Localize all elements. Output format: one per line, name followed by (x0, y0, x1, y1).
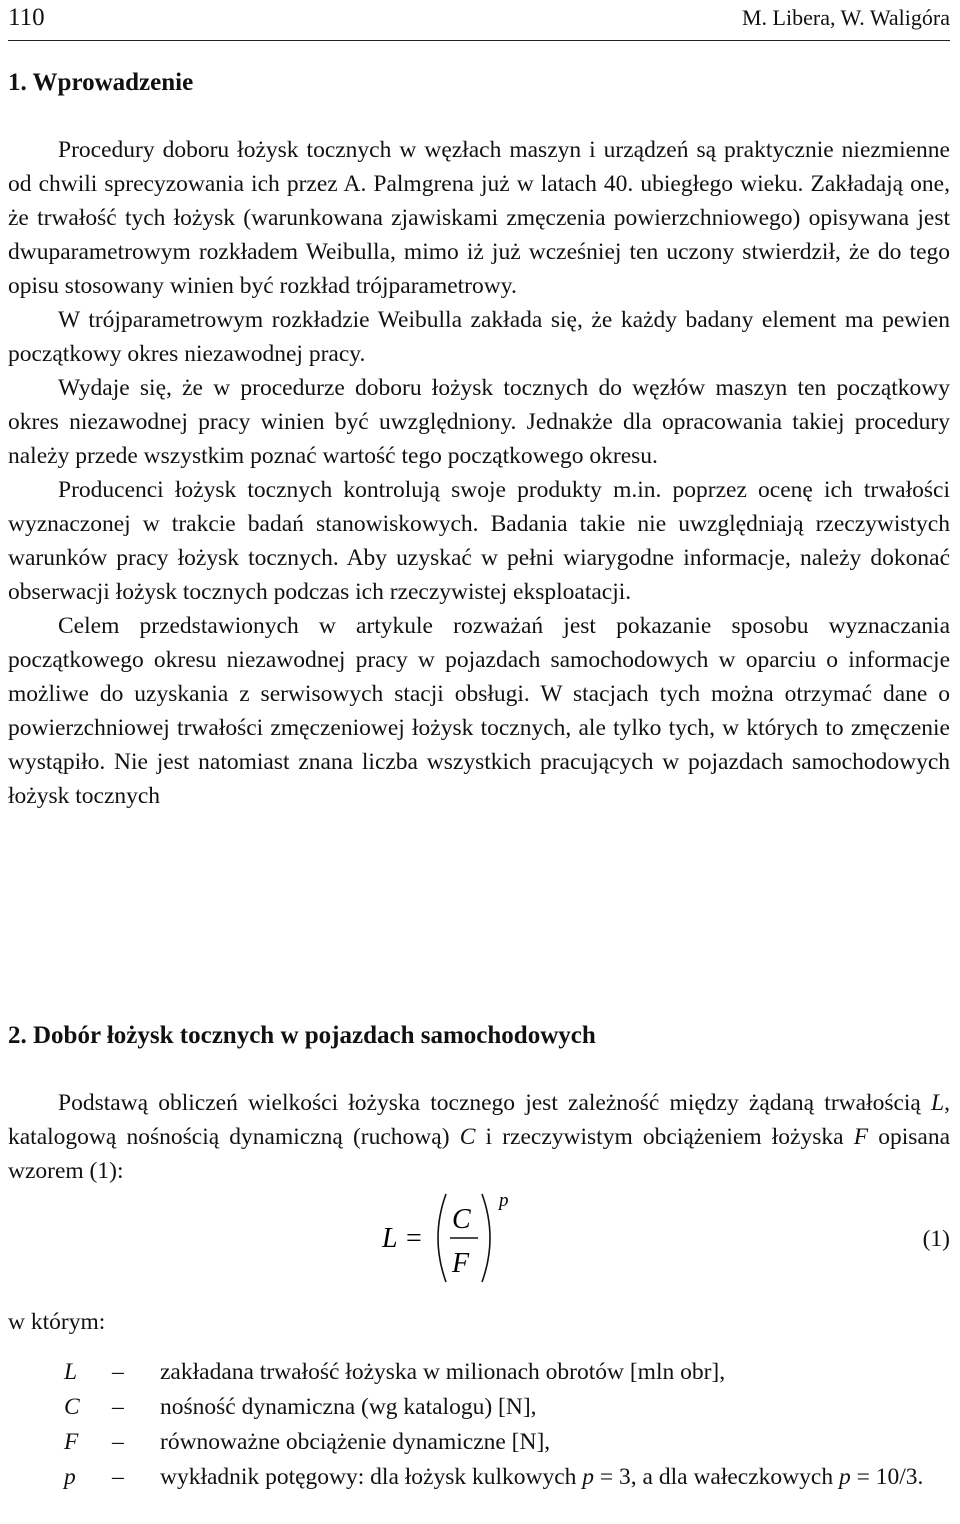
where-label: w którym: (8, 1309, 106, 1335)
definition-text: równoważne obciążenie dynamiczne [N], (160, 1429, 551, 1455)
paragraph-4: Producenci łożysk tocznych kontrolują swoje produkty m.in. poprzez ocenę ich trwałości wyznaczonej w trakcie badań stanowiskowych. Badania takie nie uwzględniają rzeczywistych warunków pracy łożysk tocznych. Aby uzyskać w pełni wiarygodne informacje, należy dokonać obserwacji łożysk tocznych podczas ich rzeczywistej eksploatacji. (8, 477, 950, 605)
formula-exponent: p (499, 1190, 509, 1211)
formula-1 (380, 1188, 540, 1288)
formula-numerator: C (452, 1204, 471, 1235)
definition-row (8, 1460, 950, 1494)
formula-denominator: F (452, 1248, 470, 1279)
formula-equals: = (406, 1223, 422, 1254)
definition-symbol: C (64, 1394, 80, 1420)
definition-symbol: p (64, 1464, 76, 1490)
definition-text: nośność dynamiczna (wg katalogu) [N], (160, 1394, 537, 1420)
running-header (8, 2, 950, 34)
formula-svg (380, 1188, 540, 1288)
page-number: 110 (8, 4, 45, 31)
definition-row (8, 1355, 950, 1389)
definition-dash: – (112, 1429, 124, 1455)
definition-row (8, 1390, 950, 1424)
definition-text: wykładnik potęgowy: dla łożysk kulkowych p = 3, a dla wałeczkowych p = 10/3. (160, 1464, 924, 1490)
symbol-C: C (459, 1124, 476, 1150)
left-paren (438, 1194, 446, 1282)
definition-row (8, 1425, 950, 1459)
symbol-L: L (931, 1090, 945, 1116)
definition-dash: – (112, 1394, 124, 1420)
header-rule (8, 40, 950, 41)
paragraph-2: W trójparametrowym rozkładzie Weibulla zakłada się, że każdy badany element ma pewien początkowy okres niezawodnej pracy. (8, 307, 950, 367)
definition-dash: – (112, 1464, 124, 1490)
symbol-F: F (853, 1124, 869, 1150)
definition-text: zakładana trwałość łożyska w milionach obrotów [mln obr], (160, 1359, 726, 1385)
definition-dash: – (112, 1359, 124, 1385)
paragraph-1: Procedury doboru łożysk tocznych w węzłach maszyn i urządzeń są praktycznie niezmienne od chwili sprecyzowania ich przez A. Palmgrena już w latach 40. ubiegłego wieku. Zakładają one, że trwałość tych łożysk (warunkowana zjawiskami zmęczenia powierzchniowego) opisywana jest dwuparametrowym rozkładem Weibulla, mimo iż już wcześniej ten uczony stwierdził, że do tego opisu stosowany winien być rozkład trójparametrowy. (8, 137, 950, 299)
paragraph-5: Celem przedstawionych w artykule rozważań jest pokazanie sposobu wyznaczania początkowego okresu niezawodnej pracy w pojazdach samochodowych w oparciu o informacje możliwe do uzyskania z serwisowych stacji obsługi. W stacjach tych można otrzymać dane o powierzchniowej trwałości zmęczeniowej łożysk tocznych, ale tylko tych, w których to zmęczenie wystąpiło. Nie jest natomiast znana liczba wszystkich pracujących w pojazdach samochodowych łożysk tocznych (8, 613, 950, 809)
paragraph-3: Wydaje się, że w procedurze doboru łożysk tocznych do węzłów maszyn ten początkowy okres niezawodnej pracy winien być uwzględniony. Jednakże dla opracowania takiej procedury należy przede wszystkim poznać wartość tego początkowego okresu. (8, 375, 950, 469)
section-1-body (8, 133, 950, 813)
section-2-body (8, 1086, 950, 1188)
right-paren (482, 1194, 490, 1282)
section-2-heading: 2. Dobór łożysk tocznych w pojazdach samochodowych (8, 1022, 596, 1049)
symbol-definitions (8, 1355, 950, 1495)
definition-symbol: L (64, 1359, 78, 1385)
definition-symbol: F (64, 1429, 79, 1455)
paragraph-6: Podstawą obliczeń wielkości łożyska tocznego jest zależność między żądaną trwałością L, katalogową nośnością dynamiczną (ruchową) C i rzeczywistym obciążeniem łożyska F opisana wzorem (1): (8, 1090, 950, 1184)
running-head-authors: M. Libera, W. Waligóra (741, 5, 950, 30)
formula-lhs: L (382, 1223, 398, 1254)
section-1-heading: 1. Wprowadzenie (8, 69, 194, 96)
equation-number: (1) (922, 1226, 950, 1252)
